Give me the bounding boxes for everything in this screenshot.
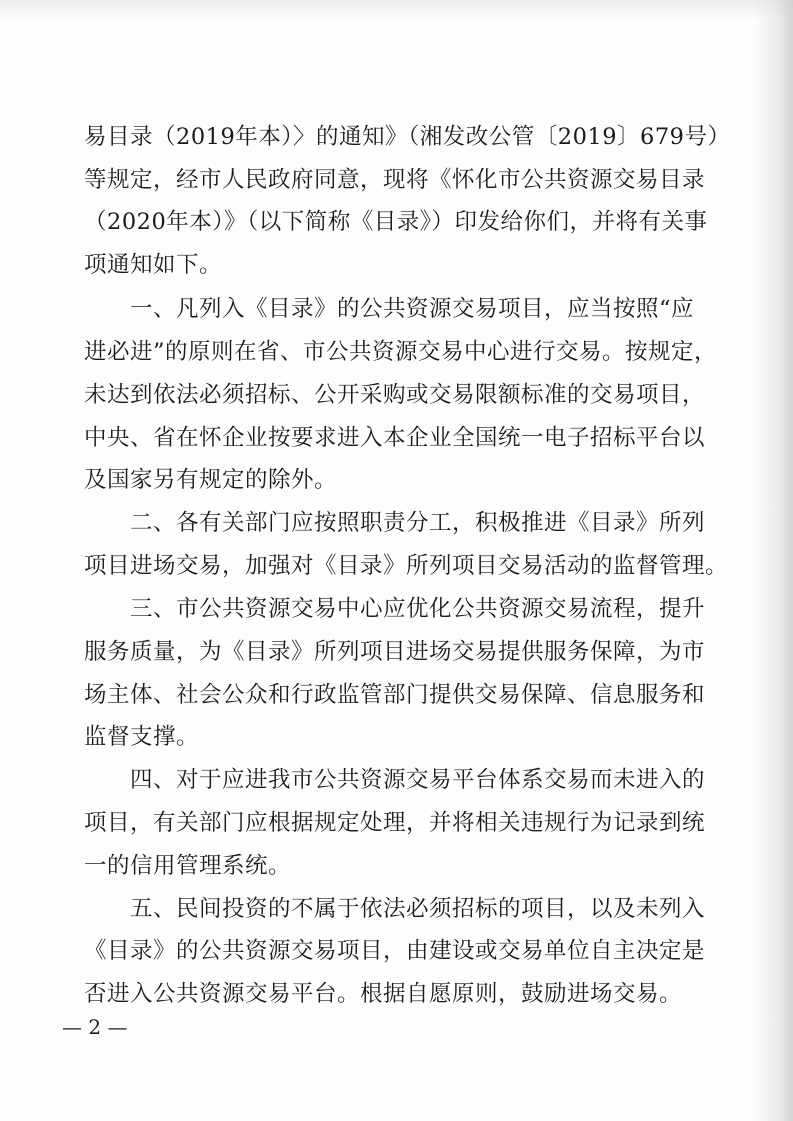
- paragraph-2-line: 二、各有关部门应按照职责分工，积极推进《目录》所列: [84, 510, 706, 536]
- paragraph-1-line: 进必进”的原则在省、市公共资源交易中心进行交易。按规定，: [84, 339, 718, 365]
- paragraph-1-line: 未达到依法必须招标、公开采购或交易限额标准的交易项目，: [84, 382, 706, 408]
- paragraph-4-line: 一的信用管理系统。: [84, 853, 292, 879]
- scan-top-shadow: [0, 0, 793, 20]
- text-line: 易目录（2019年本）〉的通知》（湘发改公管〔2019〕679号）: [84, 124, 731, 150]
- paragraph-3-line: 监督支撑。: [84, 724, 200, 750]
- text-line: （2020年本）》（以下简称《目录》）印发给你们，并将有关事: [84, 209, 708, 235]
- page-number: — 2 —: [62, 1015, 128, 1039]
- paragraph-1-line: 及国家另有规定的除外。: [84, 467, 338, 493]
- paragraph-5-line: 否进入公共资源交易平台。根据自愿原则，鼓励进场交易。: [84, 981, 683, 1007]
- paragraph-4-line: 项目，有关部门应根据规定处理，并将相关违规行为记录到统: [84, 810, 706, 836]
- text-line: 等规定，经市人民政府同意，现将《怀化市公共资源交易目录: [84, 167, 706, 193]
- paragraph-3-line: 服务质量，为《目录》所列项目进场交易提供服务保障，为市: [84, 639, 706, 665]
- paragraph-3-line: 场主体、社会公众和行政监管部门提供交易保障、信息服务和: [84, 682, 706, 708]
- paragraph-1-line: 中央、省在怀企业按要求进入本企业全国统一电子招标平台以: [84, 425, 706, 451]
- paragraph-4-line: 四、对于应进我市公共资源交易平台体系交易而未进入的: [84, 767, 706, 793]
- text-line: 项通知如下。: [84, 252, 223, 278]
- paragraph-5-line: 五、民间投资的不属于依法必须招标的项目，以及未列入: [84, 896, 706, 922]
- scan-edge-shadow: [755, 0, 793, 1121]
- paragraph-2-line: 项目进场交易，加强对《目录》所列项目交易活动的监督管理。: [84, 553, 729, 579]
- paragraph-5-line: 《目录》的公共资源交易项目，由建设或交易单位自主决定是: [84, 938, 706, 964]
- paragraph-3-line: 三、市公共资源交易中心应优化公共资源交易流程，提升: [84, 596, 706, 622]
- paragraph-1-line: 一、凡列入《目录》的公共资源交易项目，应当按照“应: [84, 296, 695, 322]
